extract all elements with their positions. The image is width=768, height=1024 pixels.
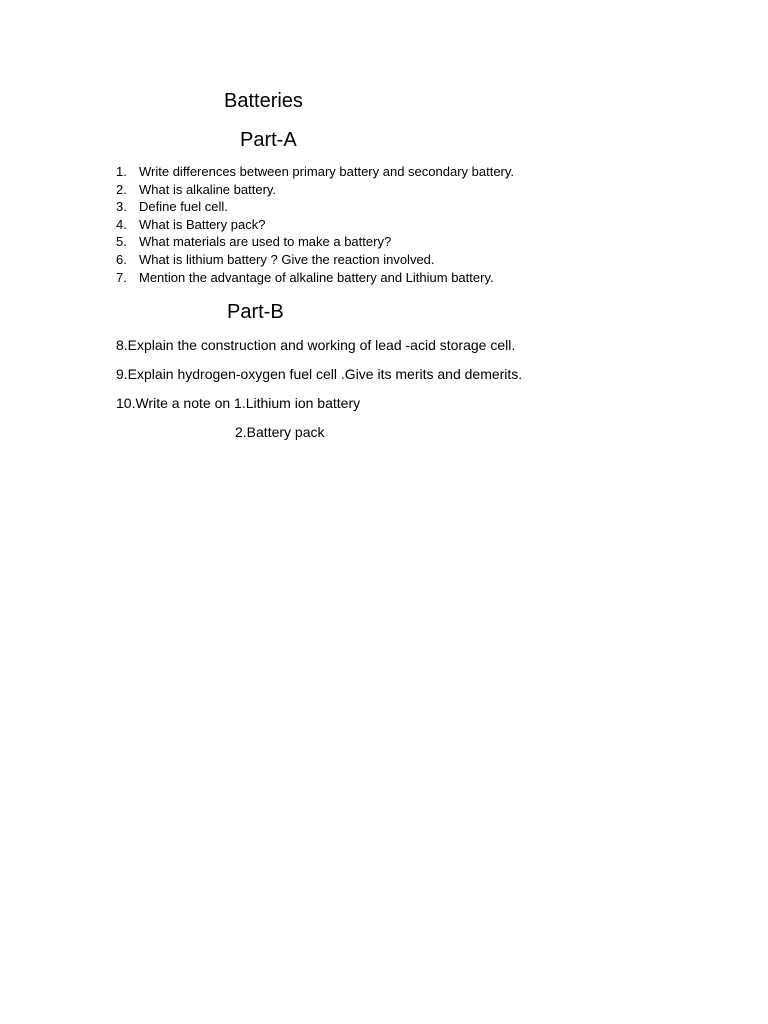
question-number: 2. bbox=[116, 181, 127, 197]
question-number: 5. bbox=[116, 234, 127, 250]
part-a-heading: Part-A bbox=[240, 129, 297, 151]
question-text: Write differences between primary battery and secondary battery. bbox=[139, 164, 515, 179]
question-text: Define fuel cell. bbox=[139, 199, 228, 215]
list-item bbox=[116, 216, 514, 234]
question-number: 6. bbox=[116, 251, 127, 267]
question-8: 8.Explain the construction and working of lead -acid storage cell. bbox=[116, 337, 516, 353]
question-number: 1. bbox=[116, 164, 127, 179]
question-text: What is alkaline battery. bbox=[139, 181, 277, 197]
part-a-question-list bbox=[116, 163, 514, 286]
question-text: Mention the advantage of alkaline battery and Lithium battery. bbox=[139, 269, 494, 285]
list-item bbox=[116, 269, 514, 287]
list-item bbox=[116, 233, 514, 251]
list-item bbox=[116, 198, 514, 216]
question-text: What is lithium battery ? Give the reaction involved. bbox=[139, 251, 435, 267]
question-10: 10.Write a note on 1.Lithium ion battery bbox=[116, 395, 361, 411]
list-item bbox=[116, 251, 514, 269]
question-number: 7. bbox=[116, 269, 127, 285]
question-9: 9.Explain hydrogen-oxygen fuel cell .Give its merits and demerits. bbox=[116, 366, 523, 382]
question-10-subitem: 2.Battery pack bbox=[235, 424, 325, 440]
question-text: What is Battery pack? bbox=[139, 216, 266, 232]
question-text: What materials are used to make a battery? bbox=[139, 234, 392, 250]
list-item bbox=[116, 163, 514, 181]
question-number: 3. bbox=[116, 199, 127, 215]
question-number: 4. bbox=[116, 216, 127, 232]
part-b-heading: Part-B bbox=[227, 301, 284, 323]
document-title: Batteries bbox=[224, 90, 303, 112]
list-item bbox=[116, 181, 514, 199]
